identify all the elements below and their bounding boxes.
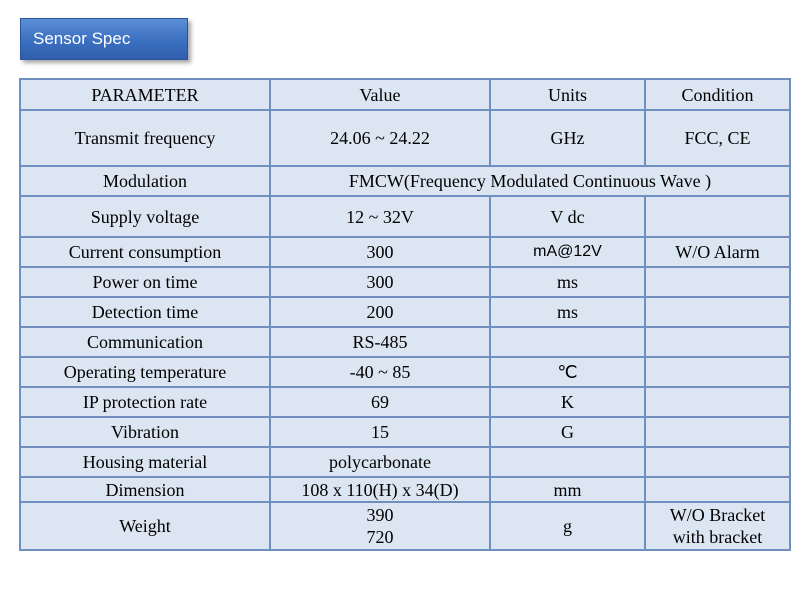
value-cell: 12 ~ 32V xyxy=(270,196,490,237)
value-cell: RS-485 xyxy=(270,327,490,357)
header-value: Value xyxy=(270,79,490,110)
value-cell: 300 xyxy=(270,237,490,267)
condition-cell xyxy=(645,267,790,297)
value-cell: 69 xyxy=(270,387,490,417)
table-row xyxy=(20,196,790,237)
condition-cell xyxy=(645,502,790,550)
units-cell: V dc xyxy=(490,196,645,237)
units-cell xyxy=(490,447,645,477)
value-cell: 108 x 110(H) x 34(D) xyxy=(270,477,490,502)
units-cell: mm xyxy=(490,477,645,502)
value-cell xyxy=(270,502,490,550)
table-header-row xyxy=(20,79,790,110)
parameter-cell: Operating temperature xyxy=(20,357,270,387)
units-cell: g xyxy=(490,502,645,550)
header-units: Units xyxy=(490,79,645,110)
condition-cell xyxy=(645,447,790,477)
parameter-cell: Current consumption xyxy=(20,237,270,267)
units-cell xyxy=(490,327,645,357)
table-row xyxy=(20,447,790,477)
parameter-cell: Vibration xyxy=(20,417,270,447)
table-row xyxy=(20,417,790,447)
condition-cell xyxy=(645,417,790,447)
condition-cell: FCC, CE xyxy=(645,110,790,166)
value-cell: 24.06 ~ 24.22 xyxy=(270,110,490,166)
table-row xyxy=(20,477,790,502)
parameter-cell: Power on time xyxy=(20,267,270,297)
weight-value-with-bracket: 720 xyxy=(366,527,394,547)
header-parameter: PARAMETER xyxy=(20,79,270,110)
table-row xyxy=(20,387,790,417)
parameter-cell: Communication xyxy=(20,327,270,357)
condition-cell: W/O Alarm xyxy=(645,237,790,267)
sensor-spec-table xyxy=(19,78,791,551)
parameter-cell: Housing material xyxy=(20,447,270,477)
value-cell: -40 ~ 85 xyxy=(270,357,490,387)
condition-cell xyxy=(645,196,790,237)
condition-cell xyxy=(645,297,790,327)
condition-cell xyxy=(645,327,790,357)
parameter-cell: Transmit frequency xyxy=(20,110,270,166)
value-cell: polycarbonate xyxy=(270,447,490,477)
condition-cell xyxy=(645,357,790,387)
value-cell: 300 xyxy=(270,267,490,297)
condition-cell xyxy=(645,387,790,417)
parameter-cell: Modulation xyxy=(20,166,270,196)
value-cell: FMCW(Frequency Modulated Continuous Wave ) xyxy=(270,166,790,196)
parameter-cell: Weight xyxy=(20,502,270,550)
value-cell: 15 xyxy=(270,417,490,447)
table-row xyxy=(20,357,790,387)
parameter-cell: Dimension xyxy=(20,477,270,502)
condition-with-bracket: with bracket xyxy=(672,527,763,547)
table-row xyxy=(20,166,790,196)
units-cell: mA@12V xyxy=(490,237,645,267)
section-title: Sensor Spec xyxy=(20,18,188,60)
parameter-cell: IP protection rate xyxy=(20,387,270,417)
weight-value-without-bracket: 390 xyxy=(366,505,394,525)
condition-cell xyxy=(645,477,790,502)
units-cell: ms xyxy=(490,297,645,327)
units-cell: K xyxy=(490,387,645,417)
table-row xyxy=(20,110,790,166)
units-cell: GHz xyxy=(490,110,645,166)
header-condition: Condition xyxy=(645,79,790,110)
parameter-cell: Detection time xyxy=(20,297,270,327)
units-cell: G xyxy=(490,417,645,447)
units-cell: ℃ xyxy=(490,357,645,387)
value-cell: 200 xyxy=(270,297,490,327)
parameter-cell: Supply voltage xyxy=(20,196,270,237)
table-row xyxy=(20,502,790,550)
condition-without-bracket: W/O Bracket xyxy=(669,505,766,525)
table-row xyxy=(20,327,790,357)
table-row xyxy=(20,297,790,327)
table-row xyxy=(20,267,790,297)
units-cell: ms xyxy=(490,267,645,297)
table-row xyxy=(20,237,790,267)
